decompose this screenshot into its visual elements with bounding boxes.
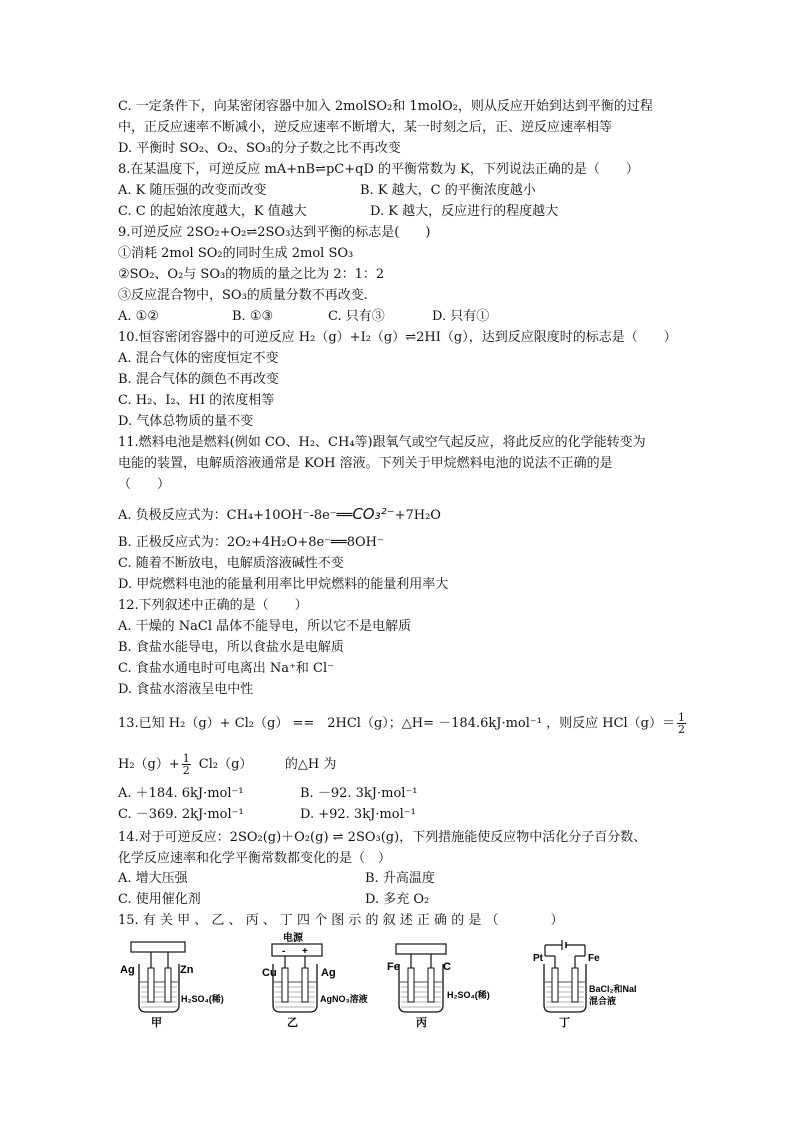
q11-stem-line3: （ ）	[118, 477, 171, 492]
jia-liquid-hatch	[141, 987, 177, 1007]
jia-connector-bar	[131, 942, 185, 952]
ding-label-solution-1: BaCl₂和NaI	[589, 984, 637, 994]
q11-option-a-eq: ══	[336, 508, 353, 523]
q10-option-b: B. 混合气体的颜色不再改变	[118, 372, 279, 387]
q9-item-1: ①消耗 2mol SO₂的同时生成 2mol SO₃	[118, 246, 354, 261]
bing-connector-bar	[396, 944, 446, 954]
yi-electrode-ag	[302, 968, 308, 1002]
figure-bing	[387, 944, 490, 1029]
q13-fraction-half-2	[182, 753, 191, 776]
q13-fraction-half-1	[677, 712, 686, 735]
q9-option-a: A. ①②	[118, 309, 159, 324]
jia-electrode-ag	[148, 968, 154, 1002]
ding-electrode-fe	[572, 968, 578, 1002]
q13-cl2-text: Cl₂（g） 的△H 为	[198, 757, 337, 772]
figure-yi	[262, 931, 368, 1029]
q12-option-a: A. 干燥的 NaCl 晶体不能导电，所以它不是电解质	[118, 619, 412, 634]
bing-electrode-fe	[408, 968, 414, 1002]
q14-stem-line2: 化学反应速率和化学平衡常数都变化的是（ ）	[118, 851, 392, 866]
jia-caption: 甲	[151, 1017, 162, 1029]
q11-option-d: D. 甲烷燃料电池的能量利用率比甲烷燃料的能量利用率大	[118, 577, 449, 592]
q14-option-d: D. 多充 O₂	[365, 892, 430, 907]
yi-label-power: 电源	[283, 933, 303, 944]
q11-option-c: C. 随着不断放电，电解质溶液碱性不变	[118, 556, 344, 571]
ding-label-fe: Fe	[588, 953, 600, 964]
q13-stem-line2	[118, 753, 336, 776]
q13-stem-line1	[118, 712, 688, 735]
q15-figures	[0, 930, 794, 1040]
jia-electrode-zn	[165, 968, 171, 1002]
q12-option-b: B. 食盐水能导电，所以食盐水是电解质	[118, 640, 344, 655]
q10-stem: 10.恒容密闭容器中的可逆反应 H₂（g）+I₂（g）⇌2HI（g），达到反应限度时的标志是（ ）	[118, 330, 677, 345]
ding-caption: 丁	[559, 1017, 570, 1029]
q13-option-c: C. －369. 2kJ·mol⁻¹	[118, 807, 244, 822]
q13-frac2-numerator: 1	[182, 752, 190, 765]
q8-option-b: B. K 越大，C 的平衡浓度越小	[360, 183, 536, 198]
q12-option-d: D. 食盐水溶液呈电中性	[118, 682, 254, 697]
yi-beaker	[273, 964, 317, 1012]
q12-option-c: C. 食盐水通电时可电离出 Na⁺和 Cl⁻	[118, 661, 334, 676]
q14-option-c: C. 使用催化剂	[118, 892, 201, 907]
q9-option-b: B. ①③	[232, 309, 274, 324]
q13-h2-text: H₂（g）+	[118, 757, 180, 772]
bing-beaker	[399, 964, 443, 1012]
q11-stem-line1: 11.燃料电池是燃料(例如 CO、H₂、CH₄等)跟氧气或空气起反应，将此反应的化学能转变为	[118, 435, 646, 450]
bing-liquid-hatch	[401, 987, 441, 1007]
jia-beaker	[139, 964, 179, 1012]
q9-item-2: ②SO₂、O₂与 SO₃的物质的量之比为 2：1：2	[118, 267, 385, 282]
q7-option-d: D. 平衡时 SO₂、O₂、SO₃的分子数之比不再改变	[118, 141, 401, 156]
ding-electrode-pt	[552, 968, 558, 1002]
yi-label-ag: Ag	[321, 967, 336, 979]
q12-stem: 12.下列叙述中正确的是（ ）	[118, 598, 308, 613]
q13-stem-text: 13.已知 H₂（g）+ Cl₂（g） == 2HCl（g）；△H= －184.6kJ·mol⁻¹ ，则反应 HCl（g）＝	[118, 716, 676, 731]
q14-option-b: B. 升高温度	[365, 871, 435, 886]
q13-frac1-numerator: 1	[678, 711, 686, 724]
yi-caption: 乙	[287, 1017, 298, 1029]
jia-label-zn: Zn	[180, 964, 194, 976]
jia-label-solution: H₂SO₄(稀)	[181, 994, 224, 1004]
ding-beaker	[544, 964, 586, 1012]
q11-option-a-prefix: A. 负极反应式为：CH₄+10OH⁻-8e⁻	[118, 508, 337, 523]
q9-item-3: ③反应混合物中，SO₃的质量分数不再改变.	[118, 288, 368, 303]
q11-option-a-carbonate: CO₃²⁻	[352, 505, 395, 523]
q11-option-a	[118, 505, 441, 525]
ding-label-solution-2: 混合液	[589, 996, 617, 1006]
bing-electrode-c	[428, 968, 434, 1002]
q7-option-c-line1: C. 一定条件下，向某密闭容器中加入 2molSO₂和 1molO₂，则从反应开始到达到平衡的过程	[118, 99, 653, 114]
q8-option-a: A. K 随压强的改变而改变	[118, 183, 267, 198]
q13-option-a: A. ＋184. 6kJ·mol⁻¹	[118, 786, 244, 801]
q14-option-a: A. 增大压强	[118, 871, 188, 886]
yi-label-plus: +	[302, 946, 308, 957]
ding-label-pt: Pt	[533, 953, 543, 964]
yi-liquid-hatch	[275, 987, 315, 1007]
q13-frac1-denominator: 2	[678, 723, 686, 736]
q9-option-c: C. 只有③	[328, 309, 385, 324]
bing-caption: 丙	[416, 1017, 427, 1029]
q10-option-c: C. H₂、I₂、HI 的浓度相等	[118, 393, 275, 408]
q8-option-d: D. K 越大，反应进行的程度越大	[370, 204, 559, 219]
q10-option-a: A. 混合气体的密度恒定不变	[118, 351, 279, 366]
yi-electrode-cu	[282, 968, 288, 1002]
yi-power-box	[272, 944, 322, 956]
figure-ding	[533, 940, 637, 1029]
q13-frac2-denominator: 2	[182, 764, 190, 777]
bing-label-c: C	[443, 961, 451, 973]
q9-stem: 9.可逆反应 2SO₂+O₂⇌2SO₃达到平衡的标志是( )	[118, 225, 431, 240]
q13-option-d: D. +92. 3kJ·mol⁻¹	[300, 807, 416, 822]
q11-stem-line2: 电能的装置，电解质溶液通常是 KOH 溶液。下列关于甲烷燃料电池的说法不正确的是	[118, 456, 613, 471]
q11-option-a-suffix: +7H₂O	[394, 508, 441, 523]
yi-label-cu: Cu	[262, 967, 277, 979]
yi-label-solution: AgNO₃溶液	[320, 994, 368, 1004]
q8-stem: 8.在某温度下，可逆反应 mA+nB⇌pC+qD 的平衡常数为 K，下列说法正确的是（ ）	[118, 162, 639, 177]
q8-option-c: C. C 的起始浓度越大，K 值越大	[118, 204, 307, 219]
q9-option-d: D. 只有①	[432, 309, 490, 324]
q15-stem: 15. 有 关 甲 、 乙 、 丙 、 丁 四 个 图 示 的 叙 述 正 确 的 是 （ ）	[118, 913, 564, 928]
q11-option-b: B. 正极反应式为：2O₂+4H₂O+8e⁻══8OH⁻	[118, 535, 384, 550]
bing-label-solution: H₂SO₄(稀)	[447, 990, 490, 1000]
jia-label-ag: Ag	[120, 964, 135, 976]
figure-jia	[120, 942, 224, 1029]
q7-option-c-line2: 中，正反应速率不断减小，逆反应速率不断增大，某一时刻之后，正、逆反应速率相等	[118, 120, 613, 135]
yi-label-minus: -	[282, 946, 286, 957]
q14-stem-line1: 14.对于可逆反应：2SO₂(g)＋O₂(g) ⇌ 2SO₃(g)，下列措施能使反应物中活化分子百分数、	[118, 830, 647, 845]
bing-label-fe: Fe	[387, 961, 400, 973]
q10-option-d: D. 气体总物质的量不变	[118, 414, 254, 429]
q13-option-b: B. －92. 3kJ·mol⁻¹	[300, 786, 418, 801]
